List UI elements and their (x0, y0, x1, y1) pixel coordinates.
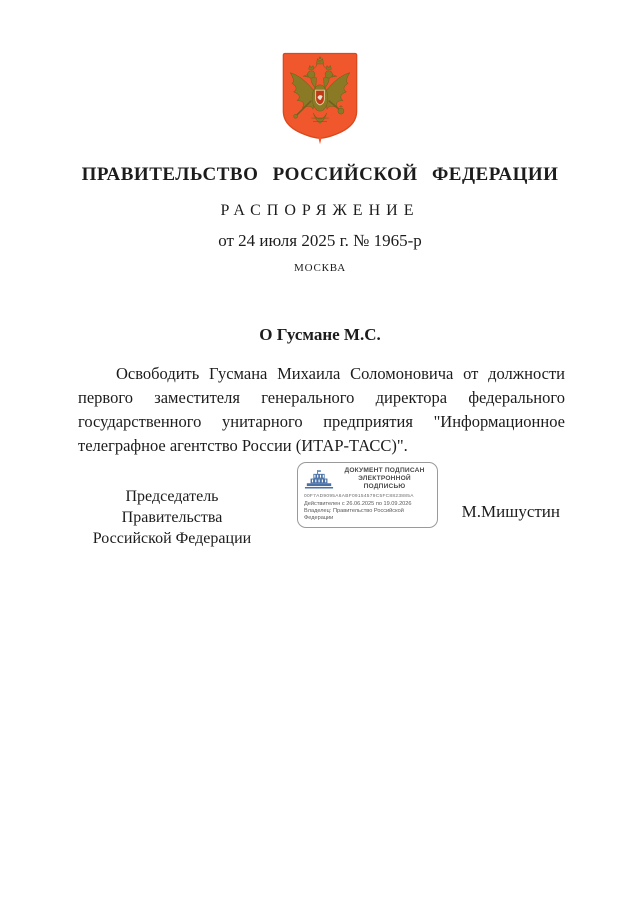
document-body-paragraph: Освободить Гусмана Михаила Соломоновича от должности первого заместителя генерального директора федерального государственного унитарного предприятия "Информационное телеграфное агентство России (ИТАР-ТАСС)". (78, 364, 565, 455)
stamp-validity-period: Действителен с 26.06.2025 по 19.09.2026 (304, 501, 412, 507)
signatory-name: М.Мишустин (461, 502, 560, 521)
stamp-owner-line1: Владелец: Правительство Российской (304, 508, 404, 514)
signatory-title (78, 486, 266, 549)
stamp-header (304, 467, 431, 491)
document-date-number: от 24 июля 2025 г. № 1965-р (218, 231, 422, 250)
signatory-title-line2: Российской Федерации (92, 530, 252, 547)
stamp-certificate-number: 00F7AD9095A6ABF09154579C5FC8823885A (304, 494, 414, 499)
government-title: ПРАВИТЕЛЬСТВО РОССИЙСКОЙ ФЕДЕРАЦИИ (81, 164, 559, 185)
document-type: РАСПОРЯЖЕНИЕ (220, 202, 420, 219)
stamp-title-line1: ДОКУМЕНТ ПОДПИСАН (344, 467, 425, 474)
stamp-title-line2: ЭЛЕКТРОННОЙ ПОДПИСЬЮ (358, 475, 411, 490)
government-building-icon (304, 469, 334, 490)
signatory-title-line1: Председатель Правительства (121, 488, 223, 526)
stamp-owner (304, 508, 431, 522)
document-subject: О Гусмане М.С. (259, 325, 381, 344)
russia-coat-of-arms-icon (276, 50, 364, 146)
stamp-owner-line2: Федерации (304, 515, 334, 521)
coat-of-arms-svg (276, 50, 364, 146)
electronic-signature-stamp (297, 462, 438, 528)
stamp-title (338, 467, 431, 491)
document-city: МОСКВА (294, 262, 346, 274)
